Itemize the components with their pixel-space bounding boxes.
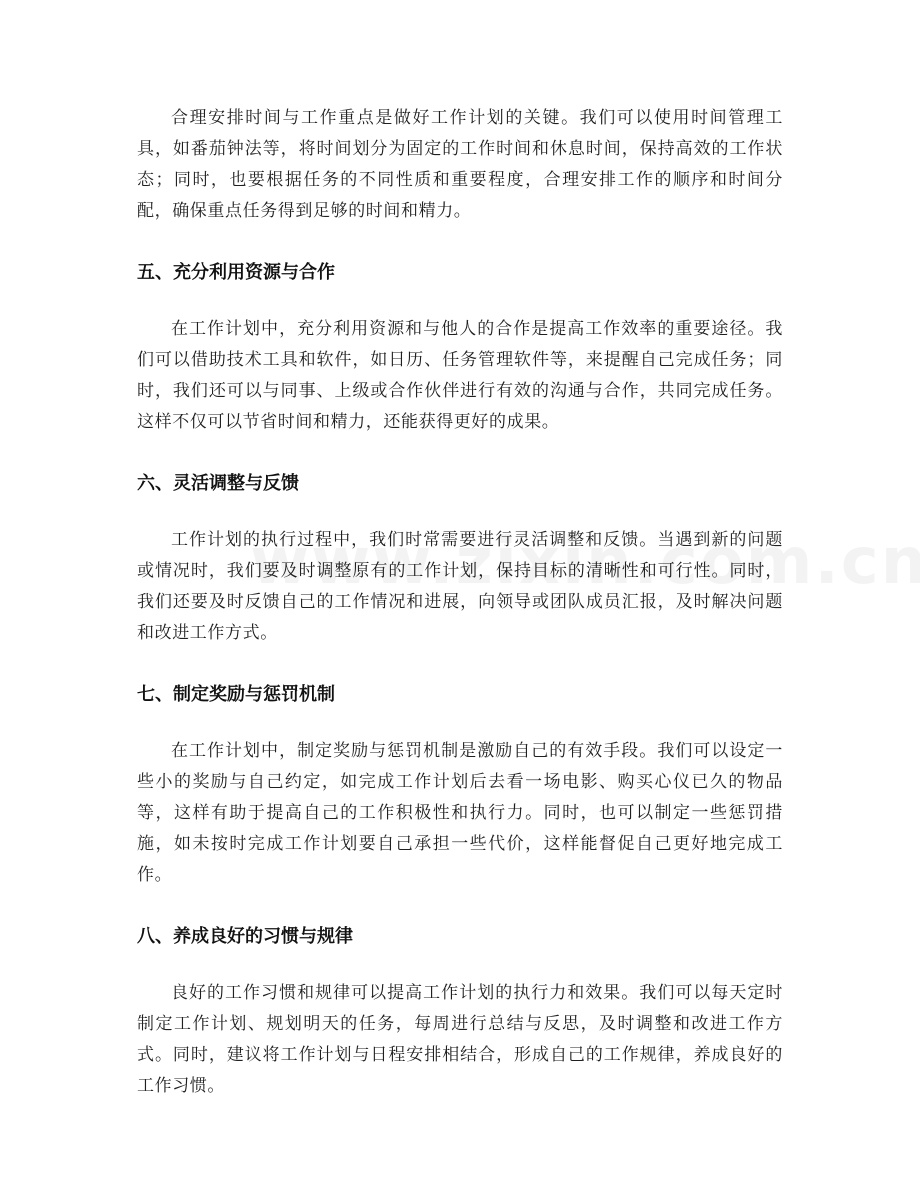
intro-paragraph: 合理安排时间与工作重点是做好工作计划的关键。我们可以使用时间管理工具，如番茄钟法等，将时间划分为固定的工作时间和休息时间，保持高效的工作状态；同时，也要根据任务的不同性质和重要程度，合理安排工作的顺序和时间分配，确保重点任务得到足够的时间和精力。 [137,108,783,221]
document-body [137,103,783,1102]
section-heading-8: 八、养成良好的习惯与规律 [137,926,353,947]
section-heading-6: 六、灵活调整与反馈 [137,473,299,494]
section-paragraph-5: 在工作计划中，充分利用资源和与他人的合作是提高工作效率的重要途径。我们可以借助技术工具和软件，如日历、任务管理软件等，来提醒自己完成任务；同时，我们还可以与同事、上级或合作伙伴进行有效的沟通与合作，共同完成任务。这样不仅可以节省时间和精力，还能获得更好的成果。 [137,319,783,432]
section-heading-5: 五、充分利用资源与合作 [137,262,335,283]
section-paragraph-7: 在工作计划中，制定奖励与惩罚机制是激励自己的有效手段。我们可以设定一些小的奖励与自己约定，如完成工作计划后去看一场电影、购买心仪已久的物品等，这样有助于提高自己的工作积极性和执行力。同时，也可以制定一些惩罚措施，如未按时完成工作计划要自己承担一些代价，这样能督促自己更好地完成工作。 [137,741,783,885]
section-paragraph-8: 良好的工作习惯和规律可以提高工作计划的执行力和效果。我们可以每天定时制定工作计划、规划明天的任务，每周进行总结与反思，及时调整和改进工作方式。同时，建议将工作计划与日程安排相结合，形成自己的工作规律，养成良好的工作习惯。 [137,983,783,1096]
section-heading-7: 七、制定奖励与惩罚机制 [137,684,335,705]
section-paragraph-6: 工作计划的执行过程中，我们时常需要进行灵活调整和反馈。当遇到新的问题或情况时，我们要及时调整原有的工作计划，保持目标的清晰性和可行性。同时，我们还要及时反馈自己的工作情况和进展，向领导或团队成员汇报，及时解决问题和改进工作方式。 [137,530,783,643]
